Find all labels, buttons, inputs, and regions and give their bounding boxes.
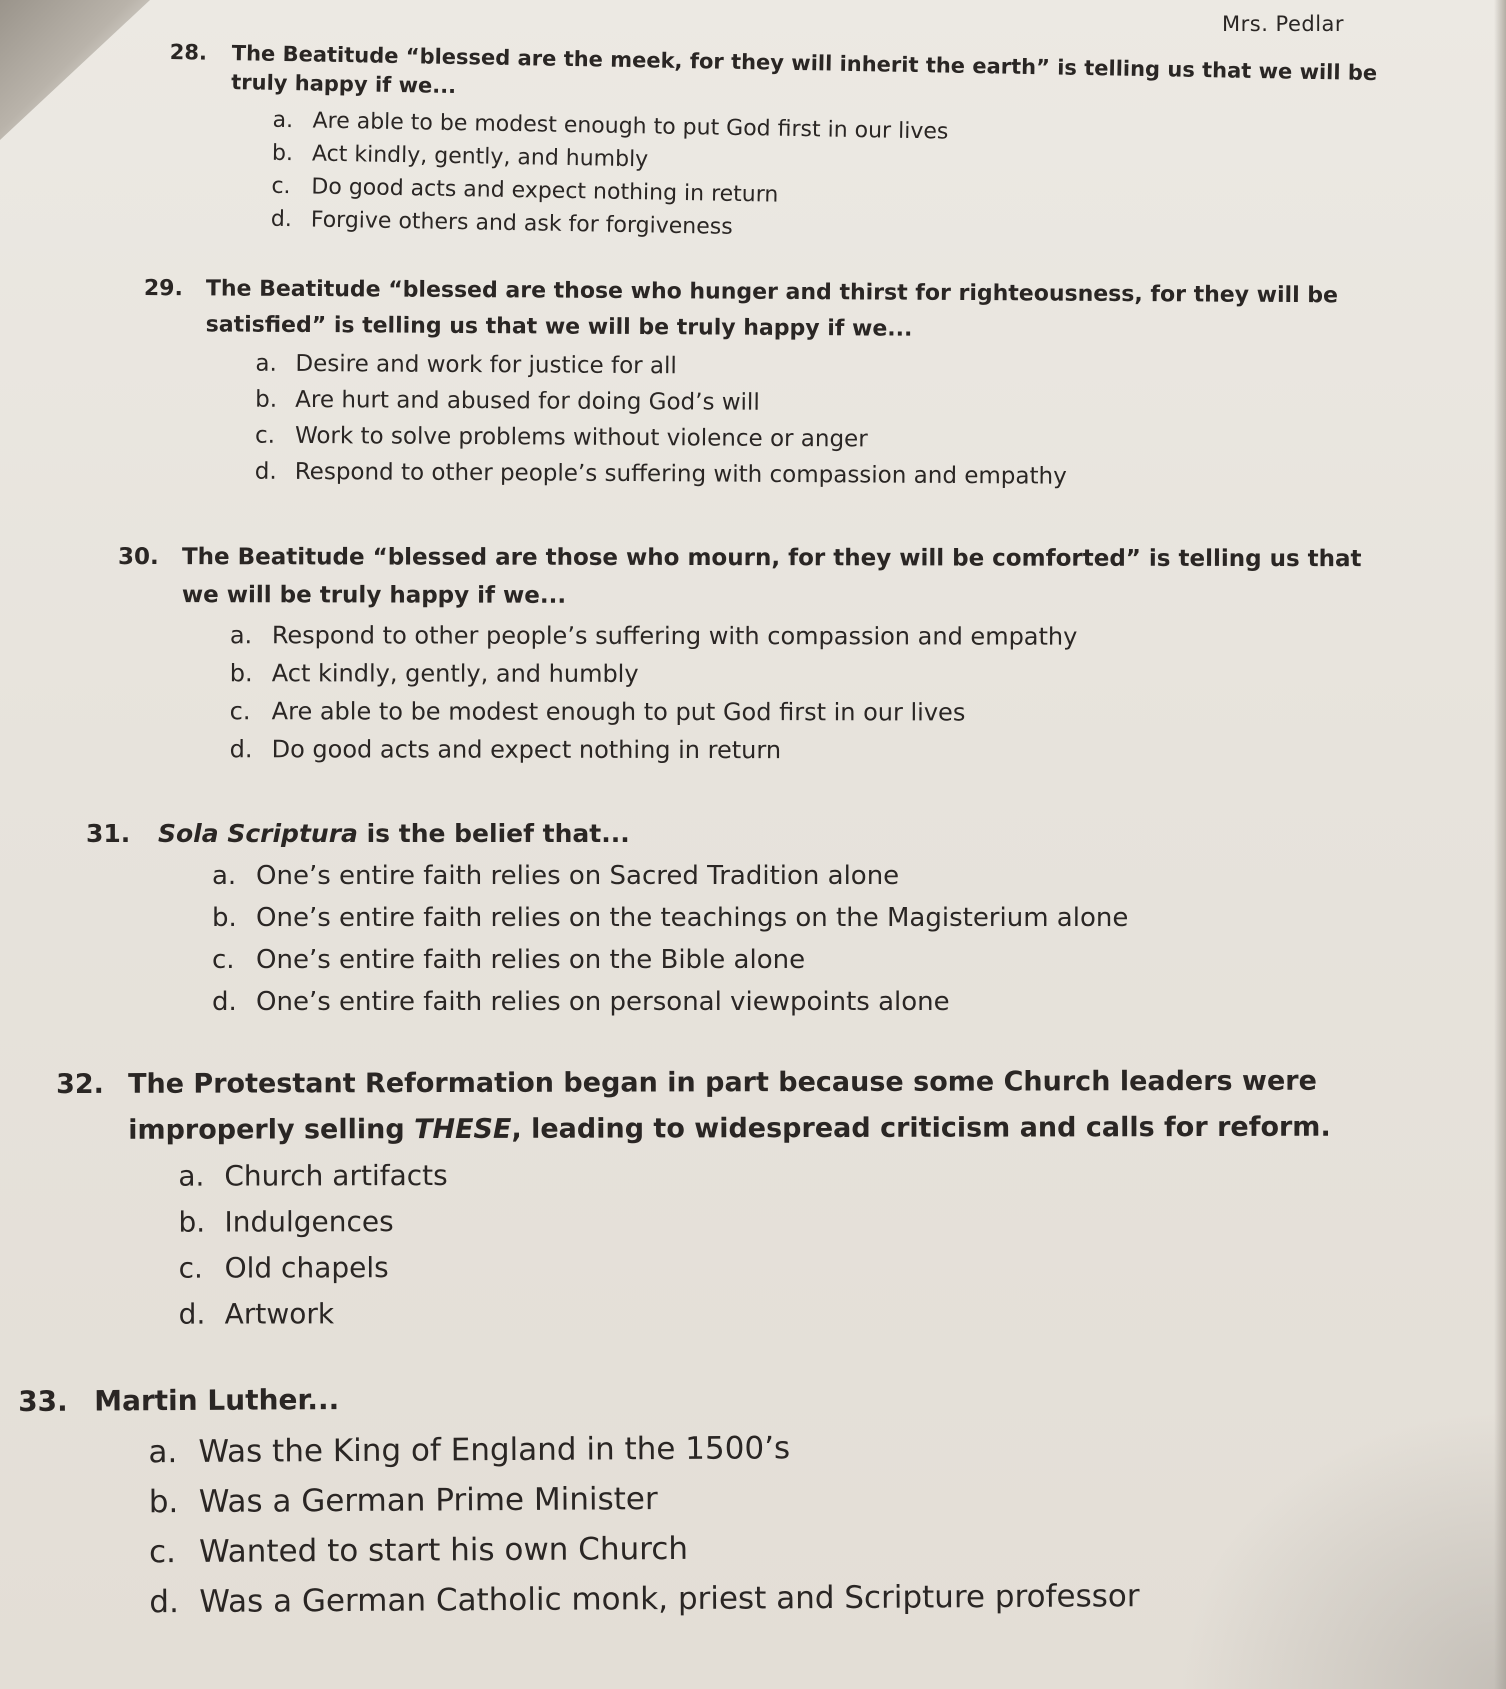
question-text: [128, 1058, 1458, 1153]
question-text-before: The Protestant Reformation began in part because some Church leaders were improperly selling: [128, 1065, 1317, 1146]
answer-option: [178, 1150, 1466, 1199]
answer-option: [230, 692, 1408, 732]
option-letter: a.: [229, 621, 253, 650]
option-letter: c.: [254, 422, 276, 449]
option-text: Was the King of England in the 1500’s: [198, 1430, 791, 1470]
question-text: [158, 813, 1398, 855]
question-stem: [86, 813, 1406, 855]
question-number: 29.: [143, 275, 183, 302]
question-stem: [18, 1369, 1458, 1426]
option-letter: c.: [271, 173, 291, 200]
option-text: Church artifacts: [224, 1158, 448, 1193]
option-text: Artwork: [224, 1297, 335, 1331]
question-28: [167, 38, 1400, 255]
option-text: Are hurt and abused for doing God’s will: [295, 386, 760, 416]
option-letter: a.: [272, 107, 294, 134]
option-letter: c.: [212, 945, 235, 975]
option-text: Act kindly, gently, and humbly: [311, 141, 649, 173]
question-stem: [118, 538, 1408, 616]
option-text: Respond to other people’s suffering with compassion and empathy: [271, 621, 1078, 651]
answer-option: [212, 855, 1406, 897]
question-text: The Beatitude “blessed are those who hunger and thirst for righteousness, for they will be satisfied” is telling us that we will be truly happy if we...: [205, 276, 1339, 342]
answer-option: [212, 981, 1406, 1023]
question-31: [86, 813, 1406, 1023]
teacher-name: Mrs. Pedlar: [1222, 12, 1345, 36]
option-letter: b.: [255, 386, 278, 413]
answer-option: [178, 1242, 1466, 1291]
option-text: Respond to other people’s suffering with compassion and empathy: [294, 458, 1067, 490]
question-text: The Beatitude “blessed are those who mourn, for they will be comforted” is telling us that we will be truly happy if we...: [181, 544, 1362, 609]
option-letter: c.: [229, 697, 251, 726]
option-text: One’s entire faith relies on Sacred Tradition alone: [256, 861, 900, 891]
question-term: Sola Scriptura: [158, 819, 358, 848]
option-letter: a.: [178, 1159, 205, 1193]
option-text: Old chapels: [224, 1251, 389, 1285]
option-text: Desire and work for justice for all: [295, 350, 677, 380]
question-stem: [144, 271, 1394, 351]
question-text: Martin Luther...: [94, 1383, 340, 1418]
answer-options: [271, 104, 1399, 256]
option-letter: d.: [178, 1297, 206, 1331]
answer-option: [230, 616, 1408, 656]
option-letter: a.: [148, 1434, 178, 1471]
option-letter: b.: [271, 140, 294, 167]
answer-option: [230, 654, 1408, 694]
answer-option: [255, 454, 1393, 497]
answer-option: [230, 730, 1408, 770]
question-number: 33.: [18, 1384, 68, 1418]
answer-options: [230, 616, 1408, 770]
question-30: [118, 538, 1408, 770]
option-letter: b.: [178, 1205, 206, 1239]
answer-option: [212, 939, 1406, 981]
answer-option: [149, 1569, 1459, 1627]
option-letter: c.: [148, 1534, 177, 1571]
page-edge-shadow: [0, 0, 150, 140]
option-text: Are able to be modest enough to put God first in our lives: [312, 108, 949, 145]
option-letter: b.: [212, 903, 237, 933]
option-letter: d.: [212, 987, 237, 1017]
option-letter: c.: [178, 1251, 203, 1285]
question-text-rest: is the belief that...: [357, 819, 630, 848]
answer-option: [149, 1469, 1459, 1527]
option-text: Indulgences: [224, 1205, 394, 1239]
answer-option: [179, 1288, 1467, 1337]
option-letter: d.: [229, 735, 253, 764]
answer-option: [148, 1419, 1458, 1477]
question-29: [143, 271, 1394, 497]
option-letter: d.: [149, 1584, 180, 1621]
option-text: Forgive others and ask for forgiveness: [310, 207, 733, 240]
option-text: One’s entire faith relies on the teachings on the Magisterium alone: [256, 903, 1129, 933]
option-text: Do good acts and expect nothing in return: [311, 174, 779, 208]
option-text: Wanted to start his own Church: [198, 1530, 689, 1570]
option-letter: b.: [229, 659, 253, 688]
answer-options: [212, 855, 1406, 1023]
question-32: [56, 1058, 1467, 1338]
answer-options: [148, 1419, 1459, 1627]
option-text: Work to solve problems without violence or anger: [294, 422, 868, 453]
answer-options: [255, 346, 1394, 497]
question-number: 32.: [56, 1068, 104, 1100]
option-letter: b.: [148, 1484, 179, 1521]
question-number: 31.: [86, 819, 131, 848]
option-text: One’s entire faith relies on the Bible alone: [256, 945, 806, 975]
option-letter: a.: [212, 861, 237, 891]
question-number: 28.: [169, 39, 208, 65]
answer-option: [212, 897, 1406, 939]
option-text: Was a German Catholic monk, priest and Scripture professor: [199, 1578, 1140, 1620]
question-33: [18, 1369, 1460, 1628]
option-letter: d.: [254, 458, 277, 485]
answer-options: [178, 1150, 1466, 1337]
option-text: Was a German Prime Minister: [198, 1481, 658, 1520]
option-letter: d.: [270, 206, 293, 233]
answer-option: [149, 1519, 1459, 1577]
question-number: 30.: [117, 544, 159, 571]
option-text: One’s entire faith relies on personal viewpoints alone: [256, 987, 950, 1017]
question-text-after: , leading to widespread criticism and calls for reform.: [511, 1111, 1331, 1145]
question-text: The Beatitude “blessed are the meek, for they will inherit the earth” is telling us that we will be truly happy if we...: [231, 41, 1378, 98]
option-letter: a.: [255, 350, 277, 377]
option-text: Are able to be modest enough to put God first in our lives: [271, 697, 966, 727]
question-term: THESE: [414, 1113, 512, 1146]
option-text: Act kindly, gently, and humbly: [271, 659, 639, 688]
answer-option: [178, 1196, 1466, 1245]
option-text: Do good acts and expect nothing in return: [271, 735, 782, 765]
question-stem: [56, 1058, 1466, 1154]
